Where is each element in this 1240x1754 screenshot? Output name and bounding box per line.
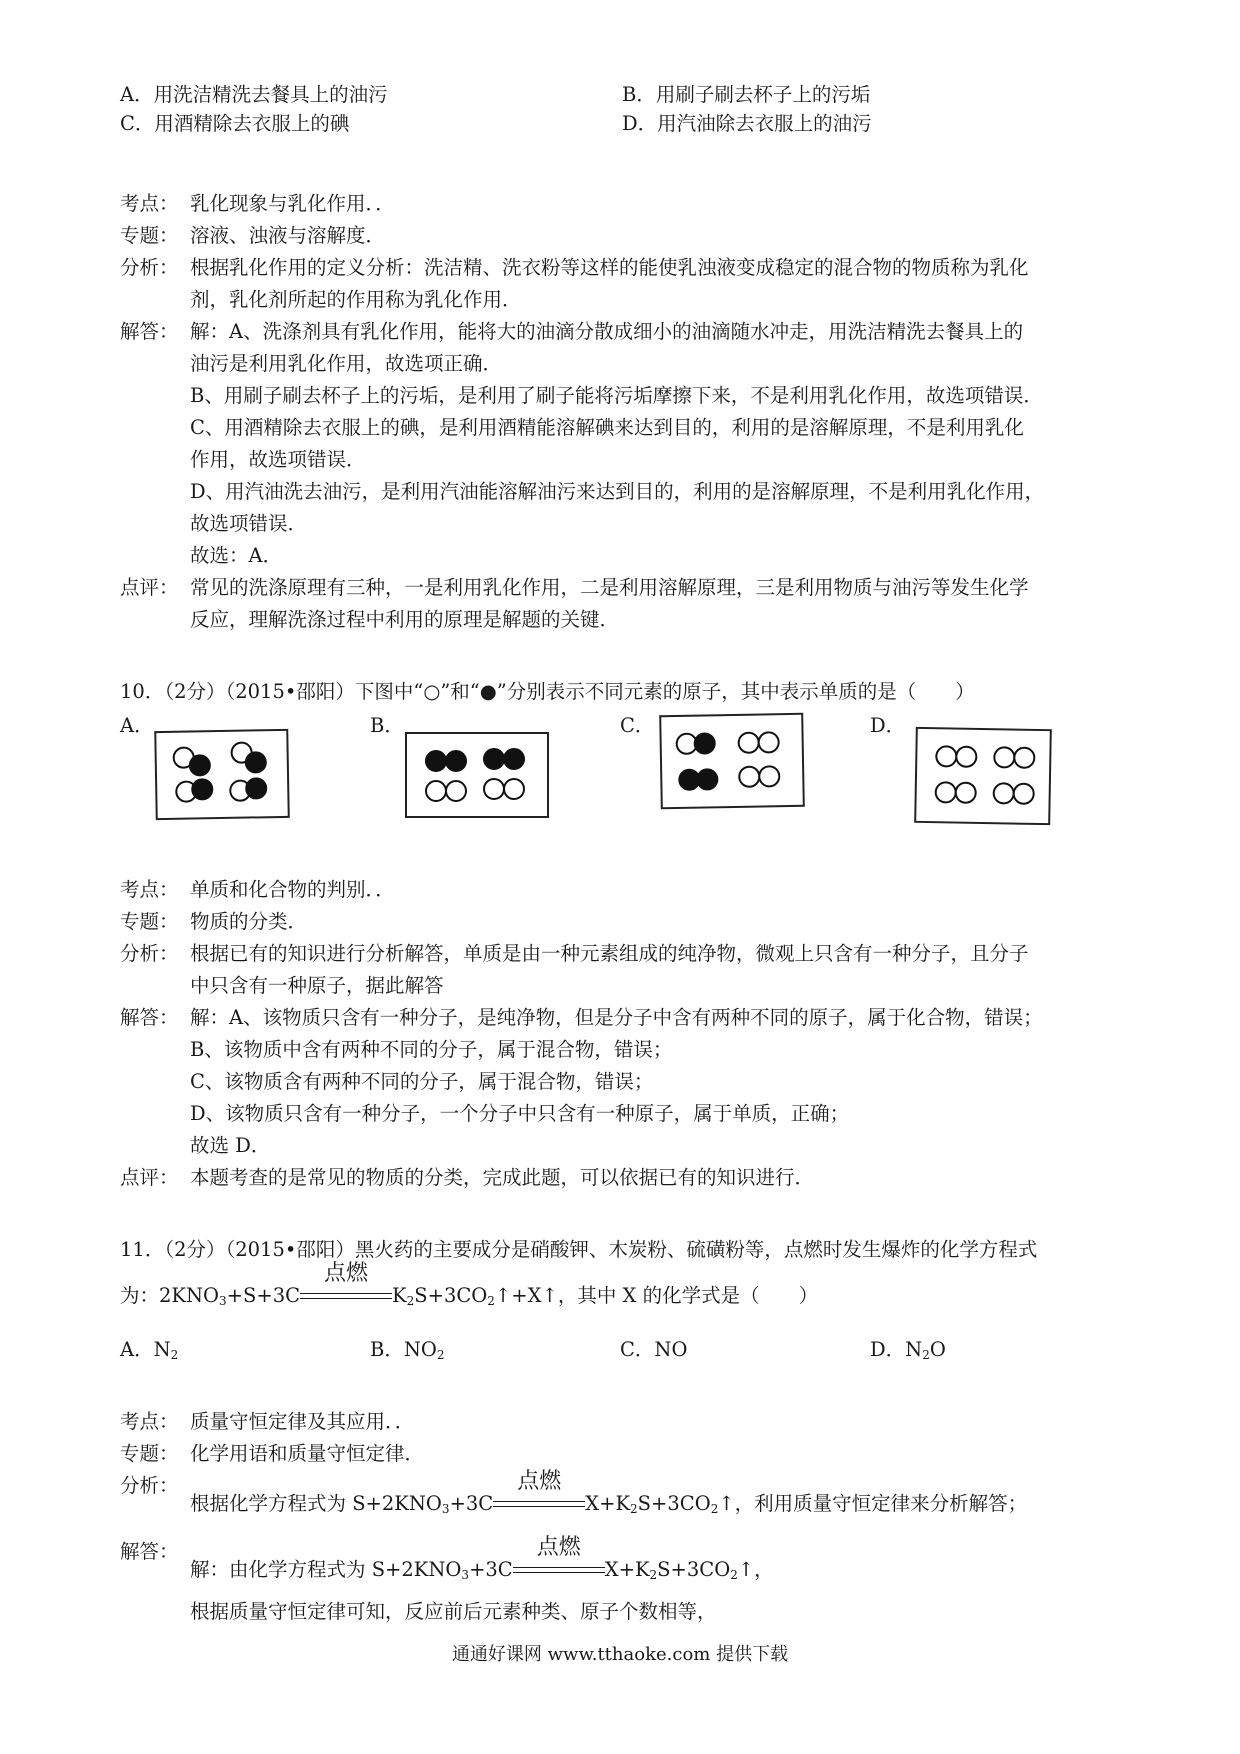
q10-jieda-line-2: B、该物质中含有两种不同的分子，属于混合物，错误； [190,1038,673,1061]
q11-fenxi-equation: 根据化学方程式为 $S+2KNO_3+3C$ 点燃 $X+K_2S+3CO_2↑$，利用质量守恒定律来分析解答； [190,1469,1028,1516]
black-atom [245,751,267,773]
black-atom [445,750,467,772]
q9-jieda-line-2: 油污是利用乳化作用，故选项正确． [190,352,503,375]
q11-kaodian: 质量守恒定律及其应用．． [190,1410,415,1433]
q11-jieda-equation: 解：由化学方程式为 $S+2KNO_3+3C$ 点燃 $X+K_2S+3CO_2↑$， [190,1535,774,1582]
q9-jieda-line-4: C、用酒精除去衣服上的碘，是利用酒精能溶解碘来达到目的，利用的是溶解原理，不是利用乳化 [190,416,1024,439]
q11-option-b: B．$NO_2$ [370,1338,445,1362]
white-atom [758,765,780,787]
reaction-condition: 点燃 [517,1469,562,1494]
q11-eq-products: K [392,1284,407,1307]
q11-eq-mid2: S+3CO [414,1284,488,1307]
black-atom [189,754,211,776]
q11-zhuanti: 化学用语和质量守恒定律． [190,1442,425,1465]
white-atom [1013,747,1035,769]
white-atom [425,780,447,802]
q9-dianping-line-1: 常见的洗涤原理有三种，一是利用乳化作用，二是利用溶解原理，三是利用物质与油污等发生化学 [190,576,1029,599]
q11-eq-prefix: 为：2KNO [120,1284,220,1307]
q9-zhuanti-label: 专题： [120,224,179,247]
q9-kaodian: 乳化现象与乳化作用．． [190,192,395,215]
q10-option-a-label: A． [120,714,154,737]
white-atom [935,745,957,767]
q10-dianping: 本题考查的是常见的物质的分类，完成此题，可以依据已有的知识进行． [190,1166,815,1189]
q9-jieda-line-5: 作用，故选项错误． [190,448,366,471]
q11-eq-arrow [300,1261,392,1310]
white-atom [737,732,759,754]
q11-option-d: D．$N_2O$ [870,1338,946,1362]
q10-dianping-label: 点评： [120,1166,179,1189]
q10-fenxi-line-1: 根据已有的知识进行分析解答，单质是由一种元素组成的纯净物，微观上只含有一种分子，且分子 [190,942,1029,965]
q10-zhuanti: 物质的分类． [190,910,308,933]
q10-option-b-label: B． [370,714,404,737]
q9-option-b: B．用刷子刷去杯子上的污垢 [622,83,871,106]
q9-fenxi-label: 分析： [120,256,179,279]
q9-fenxi-line-2: 剂，乳化剂所起的作用称为乳化作用． [190,288,522,311]
q9-jieda-line-3: B、用刷子刷去杯子上的污垢，是利用了刷子能将污垢摩擦下来，不是利用乳化作用，故选项错误． [190,384,1043,407]
q9-kaodian-label: 考点： [120,192,179,215]
q10-option-d-label: D． [870,714,906,737]
white-atom [955,746,977,768]
white-atom [503,778,525,800]
subscript: 2 [406,1294,415,1308]
black-atom [245,777,267,799]
q11-fenxi-arrow [493,1469,585,1518]
q9-option-d: D．用汽油除去衣服上的油污 [622,112,872,135]
white-atom [738,766,760,788]
q10-kaodian-label: 考点： [120,878,179,901]
q11-jieda-line-2: 根据质量守恒定律可知，反应前后元素种类、原子个数相等， [190,1600,717,1623]
page-footer: 通通好课网 www.tthaoke.com 提供下载 [451,1644,789,1665]
q11-option-a: A．$N_2$ [120,1338,179,1362]
q10-fenxi-label: 分析： [120,942,179,965]
q9-jieda-line-7: 故选项错误． [190,512,308,535]
q9-dianping-line-2: 反应，理解洗涤过程中利用的原理是解题的关键． [190,608,620,631]
q10-zhuanti-label: 专题： [120,910,179,933]
white-atom [483,778,505,800]
q9-jieda-label: 解答： [120,320,179,343]
q10-molecule-diagram-c [659,713,805,809]
q11-jieda-label: 解答： [120,1540,179,1563]
q10-kaodian: 单质和化合物的判别．． [190,878,395,901]
q9-zhuanti: 溶液、浊液与溶解度． [190,224,386,247]
white-atom [955,782,977,804]
q9-dianping-label: 点评： [120,576,179,599]
q10-molecule-diagram-b [405,732,549,818]
q10-option-c-label: C． [620,714,655,737]
white-atom [1013,783,1035,805]
q11-fenxi-label: 分析： [120,1474,179,1497]
white-atom [993,782,1015,804]
q10-jieda-line-5: 故选 D． [190,1134,271,1157]
q11-kaodian-label: 考点： [120,1410,179,1433]
q10-molecule-diagram-a [154,729,290,820]
q10-jieda-line-3: C、该物质含有两种不同的分子，属于混合物，错误； [190,1070,654,1093]
q9-jieda-line-1: 解：A、洗涤剂具有乳化作用，能将大的油滴分散成细小的油滴随水冲走，用洗洁精洗去餐具上的 [190,320,1024,343]
q10-fenxi-line-2: 中只含有一种原子，据此解答 [190,974,444,997]
black-atom [503,748,525,770]
black-atom [425,750,447,772]
black-atom [483,748,505,770]
subscript: 3 [219,1294,227,1308]
subscript: 2 [487,1294,495,1308]
q11-zhuanti-label: 专题： [120,1442,179,1465]
q11-equation-line [120,1261,819,1315]
q9-jieda-line-6: D、用汽油洗去油污，是利用汽油能溶解油污来达到目的，利用的是溶解原理，不是利用乳化作用， [190,480,1045,503]
q9-option-c: C．用酒精除去衣服上的碘 [120,112,350,135]
q11-eq-mid1: +S+3C [226,1284,301,1307]
q10-jieda-label: 解答： [120,1006,179,1029]
q9-option-a: A．用洗洁精洗去餐具上的油污 [120,83,388,106]
reaction-condition: 点燃 [324,1261,369,1286]
white-atom [993,746,1015,768]
black-atom [693,732,715,754]
q9-jieda-line-8: 故选：A． [190,544,283,567]
q11-option-c: C．NO [620,1338,688,1361]
q10-jieda-line-1: 解：A、该物质只含有一种分子，是纯净物，但是分子中含有两种不同的原子，属于化合物，错误； [190,1006,1043,1029]
reaction-condition: 点燃 [536,1535,581,1560]
white-atom [757,731,779,753]
q11-stem: 11．（2分）（2015•邵阳）黑火药的主要成分是硝酸钾、木炭粉、硫磺粉等，点燃时发生爆炸的化学方程式 [120,1238,1038,1261]
black-atom [191,778,213,800]
q11-jieda-arrow [513,1535,605,1584]
black-atom [696,768,718,790]
white-atom [445,780,467,802]
q10-molecule-diagram-d [914,727,1052,825]
q11-eq-tail: ↑+X↑，其中 X 的化学式是（ ） [494,1284,819,1307]
white-atom [935,781,957,803]
q10-stem: 10．（2分）（2015•邵阳）下图中“○”和“●”分别表示不同元素的原子，其中表示单质的是（ ） [120,680,975,703]
q9-fenxi-line-1: 根据乳化作用的定义分析：洗洁精、洗衣粉等这样的能使乳浊液变成稳定的混合物的物质称为乳化 [190,256,1029,279]
q10-jieda-line-4: D、该物质只含有一种分子，一个分子中只含有一种原子，属于单质，正确； [190,1102,850,1125]
